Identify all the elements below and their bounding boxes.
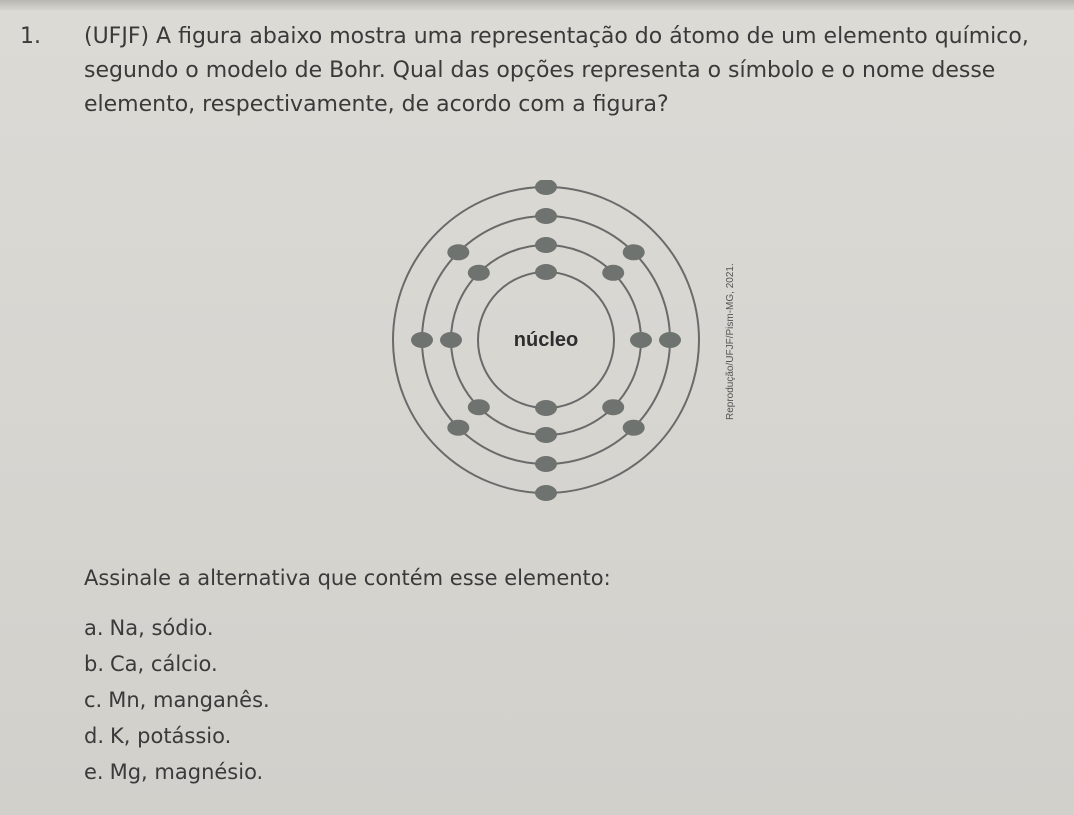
option-text: Mg, magnésio. bbox=[109, 760, 264, 784]
option-text: Ca, cálcio. bbox=[110, 652, 218, 676]
option-letter: e. bbox=[84, 760, 104, 784]
question-text: (UFJF) A figura abaixo mostra uma representação do átomo de um elemento químico, segundo o modelo de Bohr. Qual das opções representa o símbolo e o nome desse elemento, respectivamente, de acordo com a figura? bbox=[84, 24, 1029, 117]
option-b[interactable] bbox=[84, 646, 270, 682]
option-e[interactable] bbox=[84, 754, 270, 790]
electron bbox=[535, 180, 557, 195]
nucleus-label: núcleo bbox=[513, 329, 579, 351]
electron bbox=[447, 420, 469, 436]
option-a[interactable] bbox=[84, 610, 270, 646]
option-d[interactable] bbox=[84, 718, 270, 754]
electron bbox=[659, 332, 681, 348]
electron bbox=[602, 399, 624, 415]
electron bbox=[623, 244, 645, 260]
electron bbox=[630, 332, 652, 348]
instruction-text: Assinale a alternativa que contém esse elemento: bbox=[84, 566, 611, 590]
question-number: 1. bbox=[20, 24, 41, 49]
option-text: K, potássio. bbox=[110, 724, 232, 748]
question-block bbox=[20, 20, 1060, 122]
electron bbox=[411, 332, 433, 348]
option-letter: a. bbox=[84, 616, 104, 640]
option-letter: d. bbox=[84, 724, 105, 748]
electron bbox=[535, 427, 557, 443]
electron bbox=[623, 420, 645, 436]
electron bbox=[535, 208, 557, 224]
option-letter: b. bbox=[84, 652, 105, 676]
electron bbox=[468, 265, 490, 281]
electron bbox=[440, 332, 462, 348]
option-letter: c. bbox=[84, 688, 103, 712]
electron bbox=[535, 456, 557, 472]
electron bbox=[602, 265, 624, 281]
electron bbox=[535, 485, 557, 501]
answer-options bbox=[84, 610, 270, 790]
electron bbox=[468, 399, 490, 415]
bohr-atom-figure bbox=[384, 180, 720, 510]
figure-credit: Reprodução/UFJF/Pism-MG, 2021. bbox=[725, 263, 736, 420]
page-top-edge bbox=[0, 0, 1074, 10]
electron bbox=[535, 264, 557, 280]
option-text: Mn, manganês. bbox=[108, 688, 270, 712]
option-text: Na, sódio. bbox=[109, 616, 214, 640]
atom-diagram bbox=[384, 180, 720, 510]
option-c[interactable] bbox=[84, 682, 270, 718]
electron bbox=[447, 244, 469, 260]
electron bbox=[535, 237, 557, 253]
electron bbox=[535, 400, 557, 416]
